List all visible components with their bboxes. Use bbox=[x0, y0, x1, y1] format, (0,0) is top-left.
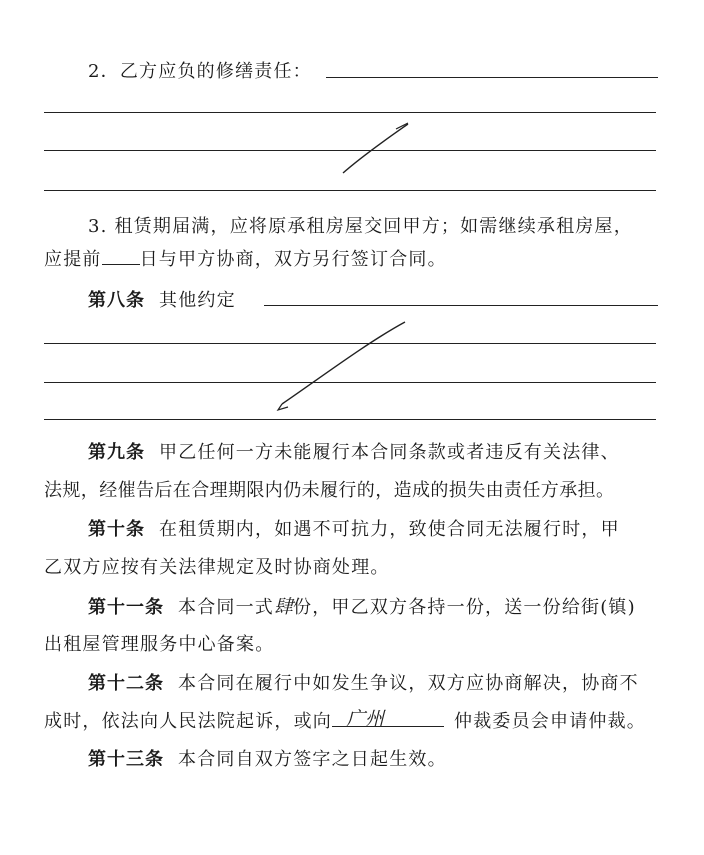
article-9-line2: 法规，经催告后在合理期限内仍未履行的，造成的损失由责任方承担。 bbox=[44, 480, 615, 501]
article-11-title: 第十一条 bbox=[88, 597, 164, 618]
article-12-title: 第十二条 bbox=[88, 673, 164, 694]
article-10-line1 bbox=[88, 515, 620, 541]
article-11-line1 bbox=[88, 592, 636, 619]
article-12-line1 bbox=[88, 669, 639, 695]
article-9-line1 bbox=[88, 438, 620, 464]
article-9-title: 第九条 bbox=[88, 442, 145, 463]
article-12-text: 本合同在履行中如发生争议，双方应协商解决，协商不 bbox=[178, 673, 639, 694]
article-11-line2: 出租屋管理服务中心备案。 bbox=[44, 634, 275, 655]
article-12-line2 bbox=[44, 707, 646, 733]
article-10-title: 第十条 bbox=[88, 519, 145, 540]
clause-7-3-pre: 应提前 bbox=[44, 249, 102, 270]
article-12-pre: 成时，依法向人民法院起诉，或向 bbox=[44, 711, 332, 732]
clause-7-3-line1: 3. 租赁期届满，应将原承租房屋交回甲方；如需继续承租房屋， bbox=[88, 216, 633, 237]
article-10-line2: 乙双方应按有关法律规定及时协商处理。 bbox=[44, 557, 390, 578]
clause-7-3-post: 日与甲方协商，双方另行签订合同。 bbox=[139, 249, 447, 270]
article-8-title: 第八条 bbox=[88, 290, 145, 311]
article-10-text: 在租赁期内，如遇不可抗力，致使合同无法履行时，甲 bbox=[159, 519, 620, 540]
handwritten-city: 广州 bbox=[346, 708, 385, 730]
article-13 bbox=[88, 745, 447, 771]
article-12-post: 仲裁委员会申请仲裁。 bbox=[454, 711, 646, 732]
article-11-post: 份，甲乙双方各持一份，送一份给街(镇) bbox=[293, 597, 636, 618]
arbitration-blank bbox=[332, 708, 444, 730]
article-9-text: 甲乙任何一方未能履行本合同条款或者违反有关法律、 bbox=[159, 442, 620, 463]
article-13-text: 本合同自双方签字之日起生效。 bbox=[178, 749, 447, 770]
article-11-pre: 本合同一式 bbox=[178, 597, 274, 618]
clause-7-2-label: 2．乙方应负的修缮责任： bbox=[88, 61, 312, 82]
article-13-title: 第十三条 bbox=[88, 749, 164, 770]
handwritten-copies: 肆 bbox=[274, 596, 294, 618]
article-8-text: 其他约定 bbox=[159, 290, 236, 311]
